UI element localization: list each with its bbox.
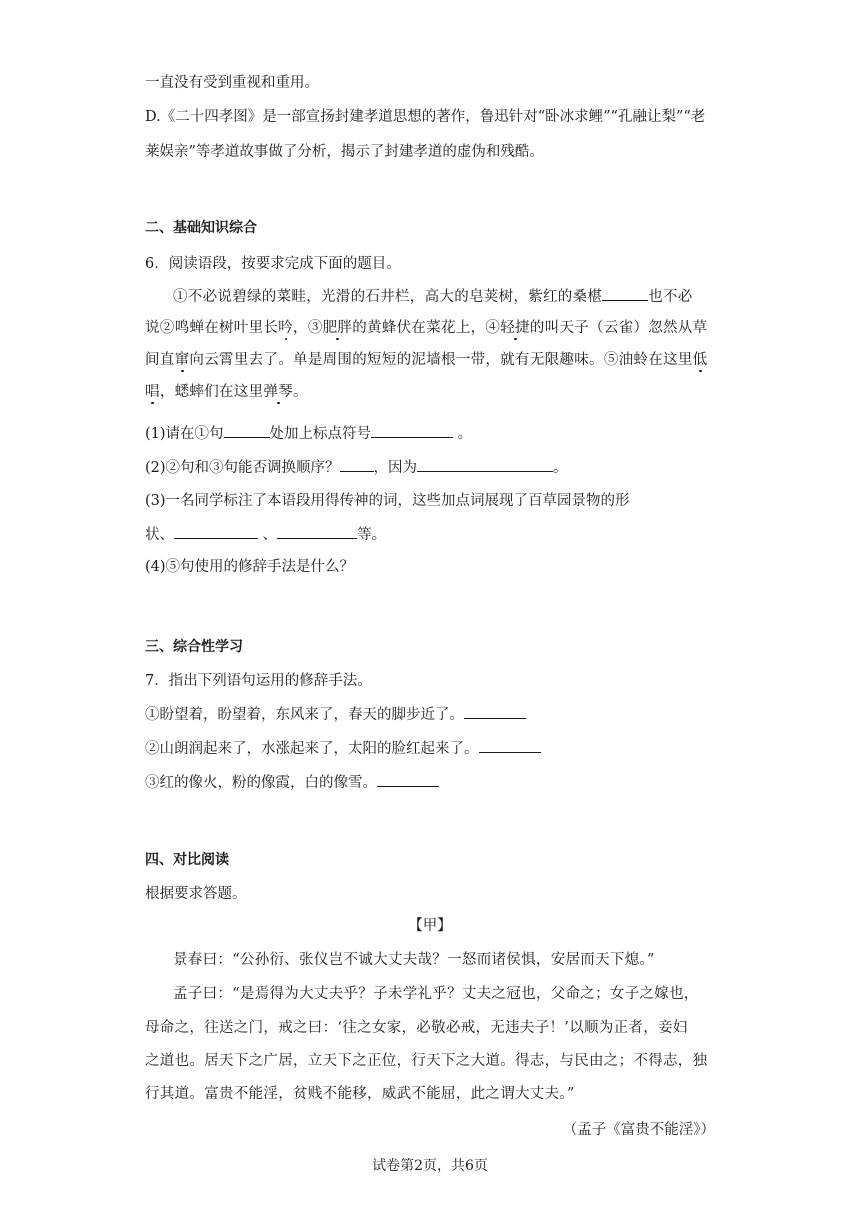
answer-blank[interactable]	[224, 423, 270, 438]
section-heading: 三、综合性学习	[145, 639, 243, 655]
section-heading: 四、对比阅读	[145, 852, 229, 868]
question-text: (2)②句和③句能否调换顺序？	[145, 460, 340, 476]
page-footer: 试卷第2页，共6页	[372, 1158, 488, 1174]
question-text: ①盼望着，盼望着，东风来了，春天的脚步近了。	[145, 707, 464, 723]
answer-blank[interactable]	[174, 524, 258, 539]
text-line: D.《二十四孝图》是一部宣扬封建孝道思想的著作，鲁迅针对“卧冰求鲤”“孔融让梨”“老	[145, 109, 706, 125]
sub-question	[145, 704, 715, 725]
passage-text: 。	[293, 384, 308, 400]
text-line: 一直没有受到重视和重用。	[145, 75, 319, 91]
passage-line: 之道也。居天下之广居，立天下之正位，行天下之大道。得志，与民由之；不得志，独	[145, 1053, 708, 1069]
answer-blank[interactable]	[417, 457, 553, 472]
dotted-word: 吟	[278, 320, 294, 336]
passage-text: ，蟋蟀们在这里	[159, 384, 264, 400]
question-text: 状、	[145, 527, 174, 543]
question-text: (1)请在①句	[145, 426, 224, 442]
passage-text: 向云霄里去了。单是周围的短短的泥墙根一带，就有无限趣味。⑤油蛉在这里	[189, 352, 693, 368]
passage-line: 孟子曰：“是焉得为大丈夫乎？子未学礼乎？丈夫之冠也，父命之；女子之嫁也，	[173, 986, 699, 1002]
question-text: 。	[553, 460, 568, 476]
passage-line	[173, 286, 715, 307]
passage-line	[145, 382, 715, 402]
answer-blank[interactable]	[340, 457, 374, 472]
sub-question	[145, 772, 715, 793]
passage-line: 行其道。富贵不能淫，贫贱不能移，威武不能屈，此之谓大丈夫。”	[145, 1086, 575, 1102]
dotted-word: 窜	[174, 352, 190, 368]
passage-line: 景春曰：“公孙衍、张仪岂不诚大丈夫哉？一怒而诸侯惧，安居而天下熄。”	[173, 952, 655, 968]
question-text: ③红的像火，粉的像霞，白的像雪。	[145, 775, 377, 791]
passage-label: 【甲】	[408, 918, 452, 934]
answer-blank[interactable]	[479, 738, 541, 753]
question-text: 、	[258, 527, 278, 543]
text-line: 莱娱亲”等孝道故事做了分析，揭示了封建孝道的虚伪和残酷。	[145, 144, 544, 160]
answer-blank[interactable]	[464, 704, 526, 719]
sub-question	[145, 738, 715, 759]
sub-question	[145, 423, 715, 444]
section-heading: 二、基础知识综合	[145, 220, 257, 236]
question-text: 等。	[357, 527, 387, 543]
question-text: ②山朗润起来了，水涨起来了，太阳的脸红起来了。	[145, 741, 479, 757]
sub-question	[145, 524, 715, 545]
dotted-word: 肥胖	[322, 320, 353, 336]
instruction: 根据要求答题。	[145, 886, 247, 902]
passage-text: ，③	[293, 320, 323, 336]
sub-question: (4)⑤句使用的修辞手法是什么？	[145, 559, 355, 575]
question-text: 处加上标点符号	[269, 426, 372, 442]
answer-blank[interactable]	[377, 772, 439, 787]
passage-text: 说②鸣蝉在树叶里长	[145, 320, 279, 336]
dotted-word: 唱	[145, 384, 160, 400]
question-text: ，因为	[373, 460, 418, 476]
question-text: 。	[453, 426, 473, 442]
dotted-word: 弹琴	[263, 384, 294, 400]
passage-text: 的黄蜂伏在菜花上，④	[352, 320, 501, 336]
answer-blank[interactable]	[371, 423, 453, 438]
passage-text: 间直	[145, 352, 175, 368]
sub-question	[145, 457, 715, 478]
passage-line: 母命之，往送之门，戒之曰：‘往之女家，必敬必戒，无违夫子！’以顺为正者，妾妇	[145, 1020, 688, 1036]
dotted-word: 低	[692, 352, 708, 368]
passage-text: 也不必	[648, 289, 693, 305]
answer-blank[interactable]	[277, 524, 357, 539]
dotted-word: 轻捷	[500, 320, 530, 336]
question-stem: 6．阅读语段，按要求完成下面的题目。	[145, 256, 401, 272]
answer-blank[interactable]	[602, 286, 648, 301]
passage-line	[145, 350, 715, 370]
question-stem: 7．指出下列语句运用的修辞手法。	[145, 673, 372, 689]
passage-text: ①不必说碧绿的菜畦，光滑的石井栏，高大的皂荚树，紫红的桑椹	[173, 289, 603, 305]
sub-question: (3)一名同学标注了本语段用得传神的词，这些加点词展现了百草园景物的形	[145, 493, 630, 509]
passage-source: （孟子《富贵不能淫》）	[562, 1122, 715, 1138]
passage-text: 的叫天子（云雀）忽然从草	[529, 320, 708, 336]
passage-line	[145, 318, 715, 338]
